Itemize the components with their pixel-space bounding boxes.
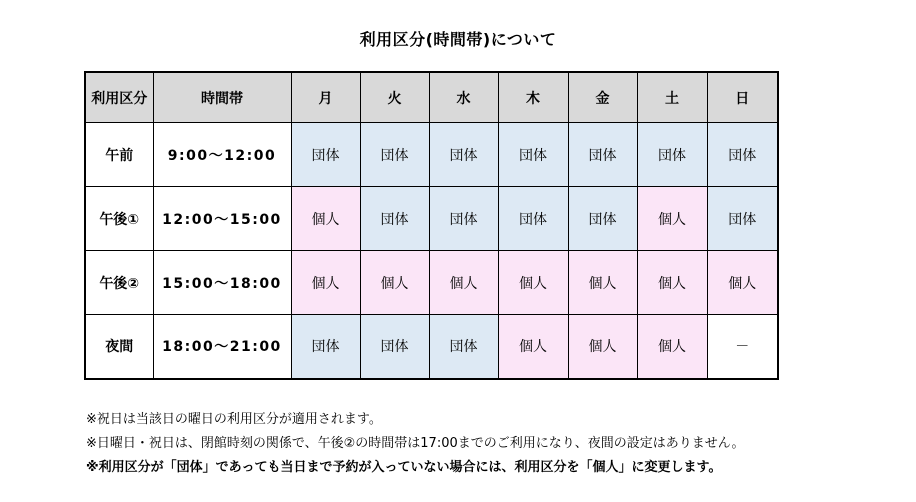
table-row xyxy=(85,315,778,379)
day-cell: 個人 xyxy=(707,251,778,315)
day-cell: 団体 xyxy=(568,123,637,187)
day-cell: 団体 xyxy=(291,315,360,379)
header-wed: 水 xyxy=(429,72,498,123)
day-cell: － xyxy=(707,315,778,379)
day-cell: 団体 xyxy=(429,315,498,379)
header-thu: 木 xyxy=(498,72,568,123)
row-time: 18:00～21:00 xyxy=(153,315,291,379)
header-mon: 月 xyxy=(291,72,360,123)
day-cell: 個人 xyxy=(498,315,568,379)
row-time: 9:00～12:00 xyxy=(153,123,291,187)
day-cell: 個人 xyxy=(498,251,568,315)
row-time: 12:00～15:00 xyxy=(153,187,291,251)
row-label: 午後① xyxy=(85,187,153,251)
table-row xyxy=(85,123,778,187)
table-row xyxy=(85,251,778,315)
day-cell: 団体 xyxy=(498,187,568,251)
row-label: 午前 xyxy=(85,123,153,187)
day-cell: 個人 xyxy=(360,251,429,315)
row-label: 夜間 xyxy=(85,315,153,379)
day-cell: 団体 xyxy=(360,187,429,251)
row-time: 15:00～18:00 xyxy=(153,251,291,315)
note-holiday: ※祝日は当該日の曜日の利用区分が適用されます。 xyxy=(86,412,382,427)
day-cell: 個人 xyxy=(568,315,637,379)
header-row xyxy=(85,72,778,123)
row-label: 午後② xyxy=(85,251,153,315)
day-cell: 団体 xyxy=(707,123,778,187)
page-title: 利用区分(時間帯)について xyxy=(359,30,557,49)
header-sat: 土 xyxy=(637,72,707,123)
header-time: 時間帯 xyxy=(153,72,291,123)
table-row xyxy=(85,187,778,251)
day-cell: 個人 xyxy=(291,187,360,251)
day-cell: 個人 xyxy=(637,187,707,251)
day-cell: 団体 xyxy=(637,123,707,187)
day-cell: 団体 xyxy=(291,123,360,187)
day-cell: 団体 xyxy=(568,187,637,251)
day-cell: 個人 xyxy=(637,315,707,379)
day-cell: 団体 xyxy=(498,123,568,187)
header-sun: 日 xyxy=(707,72,778,123)
schedule-table xyxy=(84,71,779,380)
day-cell: 個人 xyxy=(291,251,360,315)
day-cell: 団体 xyxy=(360,123,429,187)
note-sunday: ※日曜日・祝日は、閉館時刻の関係で、午後②の時間帯は17:00までのご利用になり、夜間の設定はありません。 xyxy=(86,436,745,451)
notes xyxy=(86,408,745,480)
day-cell: 個人 xyxy=(429,251,498,315)
day-cell: 団体 xyxy=(360,315,429,379)
header-tue: 火 xyxy=(360,72,429,123)
day-cell: 団体 xyxy=(707,187,778,251)
day-cell: 個人 xyxy=(568,251,637,315)
day-cell: 団体 xyxy=(429,123,498,187)
day-cell: 個人 xyxy=(637,251,707,315)
header-fri: 金 xyxy=(568,72,637,123)
note-group-change: ※利用区分が「団体」であっても当日まで予約が入っていない場合には、利用区分を「個人」に変更します。 xyxy=(86,460,722,475)
header-category: 利用区分 xyxy=(85,72,153,123)
day-cell: 団体 xyxy=(429,187,498,251)
